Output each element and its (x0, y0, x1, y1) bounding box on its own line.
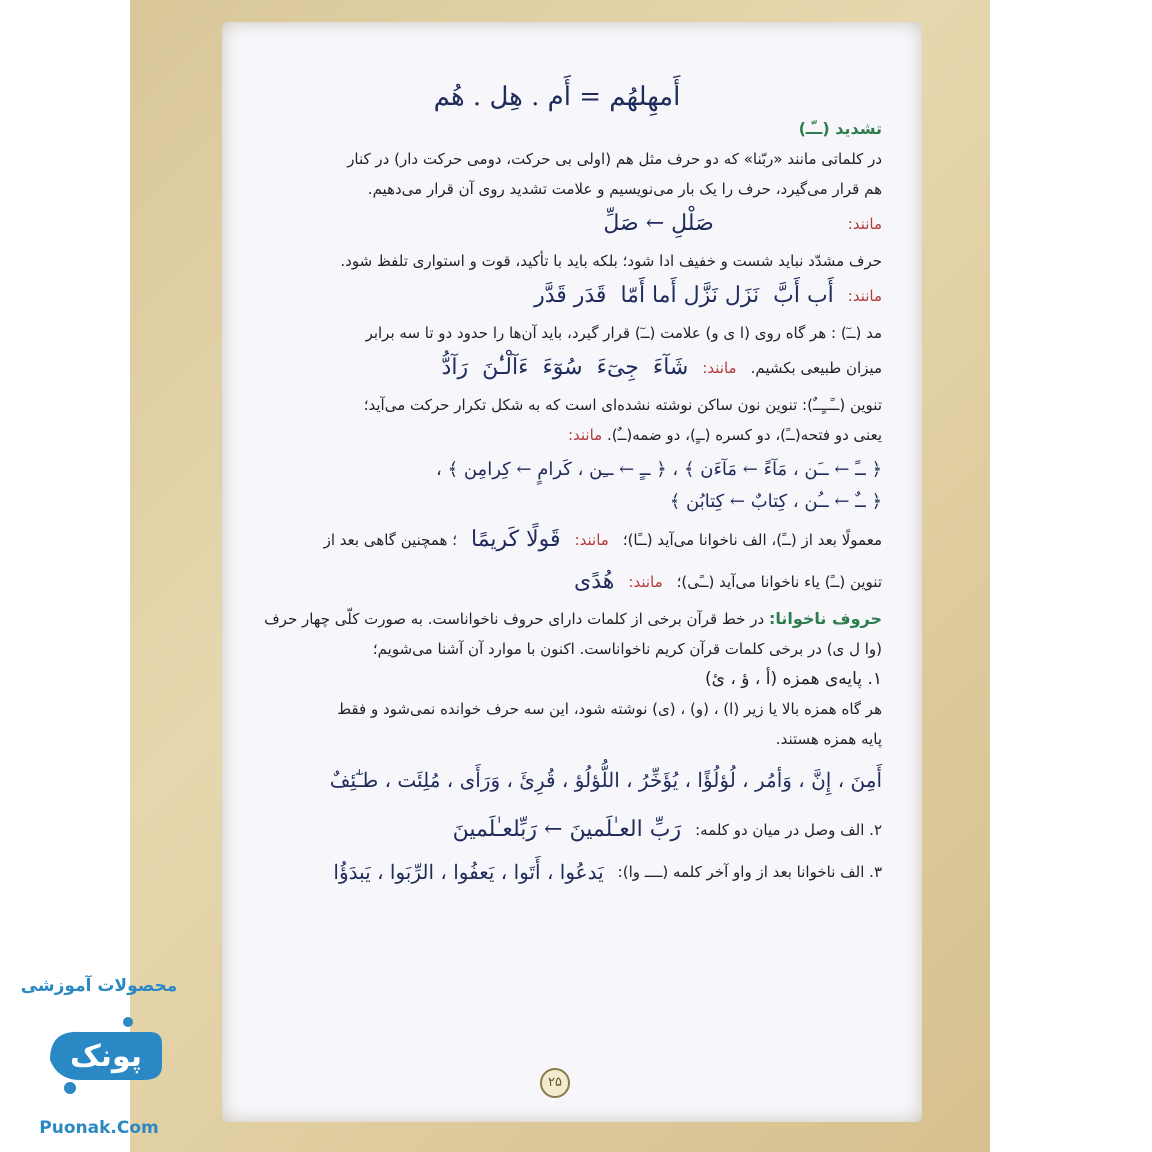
silent-heading: حروف ناخوانا: (768, 609, 882, 628)
tashdid-example-row (232, 208, 882, 240)
tashdid-para-3: حرف مشدّد نباید شست و خفیف ادا شود؛ بلکه باید با تأکید، قوت و استواری تلفظ شود. (340, 252, 882, 270)
tashdid-example2-row (232, 280, 882, 312)
puonak-logo-icon (40, 1010, 170, 1100)
madd-example-item: جِیٓءَ (596, 355, 639, 380)
tanvin-para-4-row (232, 566, 882, 598)
tanvin-para-3: معمولًا بعد از (ــً)، الف ناخوانا می‌آید (ــًا)؛ (622, 531, 882, 549)
silent-item-1-examples: أَمِنَ ، إِنَّ ، وَأمُر ، لُؤلُؤًا ، یُؤَخِّرُ ، اللُّؤلُؤ ، قُرِئَ ، وَرَأَی ، مُلِئَت ، طـٰٓئِفٌ (329, 768, 882, 792)
tashdid-example2-item: نَزَل نَزَّل أَما أَمّا (620, 283, 760, 308)
tashdid-example2-item: أَب أَبَّ (773, 283, 834, 308)
tashdid-example2-item: قَدَر قَدَّر (534, 283, 607, 308)
silent-item-3-title: ۳. الف ناخوانا بعد از واو آخر کلمه (ــــ وا): (617, 863, 882, 881)
tanvin-para-2: یعنی دو فتحه(ــً)، دو کسره (ــٍ)، دو ضمه(ــٌ). (606, 426, 882, 444)
tashdid-heading: تشدید (ــّـ) (798, 119, 882, 138)
silent-item-3-examples: یَدعُوا ، أَتَوا ، یَعفُوا ، الرِّبَوا ، یَبدَؤُا (333, 860, 604, 884)
madd-example-item: شَآءَ (652, 355, 689, 380)
tanvin-para-2-row (232, 424, 882, 446)
tanvin-para-3-row (232, 524, 882, 556)
page-content (232, 80, 882, 898)
silent-para-2: (وا ل ی) در برخی کلمات قرآن کریم ناخواناست. اکنون با موارد آن آشنا می‌شویم؛ (372, 640, 882, 658)
madd-para-1: مد (ــٓ) : هر گاه روی (ا ی و) علامت (ــٓ) قرار گیرد، باید آن‌ها را حدود دو تا سه برابر (365, 324, 882, 342)
example-label: مانند: (574, 531, 609, 549)
watermark-url: Puonak.Com (39, 1118, 159, 1138)
silent-item-1-para-1: هر گاه همزه بالا یا زیر (ا) ، (و) ، (ی) نوشته شود، این سه حرف خوانده نمی‌شود و فقط (337, 700, 882, 718)
silent-item-1-title: ۱. پایه‌ی همزه (أ ، ؤ ، ئ) (705, 669, 882, 689)
silent-item-2-row (232, 814, 882, 846)
tanvin-p3-tail: ؛ همچنین گاهی بعد از (323, 531, 457, 549)
silent-item-2-example: رَبِّ العـٰلَمینَ ← رَبِّلعـٰلَمینَ (452, 817, 682, 842)
page-number: ۲۵ (540, 1068, 570, 1098)
example-label: مانند: (628, 573, 663, 591)
madd-example-row (232, 352, 882, 384)
tashdid-para-1: در کلماتی مانند «ربّنا» که دو حرف مثل هم (اولی بی حرکت، دومی حرکت دار) در کنار (347, 150, 882, 168)
silent-item-1-para-2: پایه همزه هستند. (775, 730, 882, 748)
watermark-tagline: محصولات آموزشی (20, 976, 178, 996)
tanvin-para-1: تنوین (ــًــٍــٌ): تنوین نون ساکن نوشته نشده‌ای است که به شکل تکرار حرکت می‌آید؛ (363, 396, 882, 414)
madd-example-item: رَآدُّ (441, 355, 469, 380)
example-label: مانند: (702, 359, 737, 377)
tanvin-para-4: تنوین (ــً) یاء ناخوانا می‌آید (ــًی)؛ (676, 573, 882, 591)
example-label: مانند: (567, 426, 603, 444)
silent-para-1-row (232, 608, 882, 630)
example-label: مانند: (847, 215, 882, 233)
page-title: أَمهِلهُم = أَم . هِل . هُم (433, 82, 681, 112)
tanvin-examples-row-2: ﴿ ــٌ ← ــُن ، کِتابٌ ← کِتابُن ﴾ (669, 491, 882, 512)
madd-para-2: میزان طبیعی بکشیم. (750, 359, 882, 377)
tashdid-example: صَلْلِ ← صَلِّ (603, 211, 714, 236)
silent-item-3-row (232, 856, 882, 888)
silent-para-1: در خط قرآن برخی از کلمات دارای حروف ناخواناست. به صورت کلّی چهار حرف (264, 610, 765, 628)
watermark-brand: پونک (69, 1039, 143, 1074)
tanvin-examples-row-1: ﴿ ــً ← ــَن ، مَآءً ← مَآءَن ﴾ ، ﴿ ــٍ ← ــِن ، کَرامٍ ← کِرامِن ﴾ ، (436, 459, 882, 480)
tashdid-para-2: هم قرار می‌گیرد، حرف را یک بار می‌نویسیم و علامت تشدید روی آن قرار می‌دهیم. (367, 180, 882, 198)
silent-item-2-title: ۲. الف وصل در میان دو کلمه: (695, 821, 882, 839)
tanvin-p3-example: قَولًا کَریمًا (470, 527, 561, 552)
madd-example-item: سُوٓءَ (542, 355, 583, 380)
madd-example-item: ءَآلْـٰٔنَ (482, 355, 529, 380)
example-label: مانند: (847, 287, 882, 305)
tanvin-p4-example: هُدًی (574, 569, 615, 594)
